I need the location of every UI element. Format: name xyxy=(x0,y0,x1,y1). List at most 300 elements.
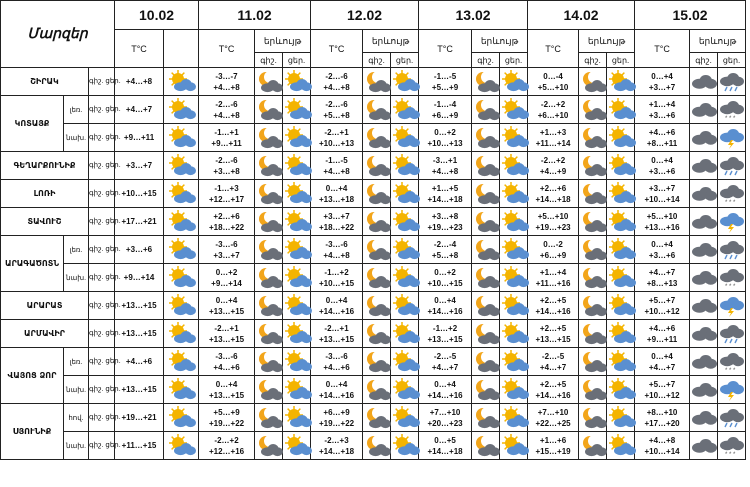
weather-day-cell xyxy=(283,292,311,320)
table-row xyxy=(1,124,746,152)
weather-cell xyxy=(164,68,199,96)
day-temp: +4…+8 xyxy=(323,82,350,92)
day-header: ցեր. xyxy=(391,53,419,68)
weather-night-cell xyxy=(472,348,500,376)
weather-day-cell xyxy=(391,208,419,236)
moon-cloud-icon xyxy=(579,238,606,262)
weather-day-cell xyxy=(607,96,635,124)
sun-cloud-icon xyxy=(283,126,310,150)
sun-cloud-icon xyxy=(283,266,310,290)
day-temp: +6…+9 xyxy=(431,110,459,120)
day-temp: +13…+15 xyxy=(208,334,245,344)
night-temp: -2…+1 xyxy=(324,127,349,137)
night-temp: 0…+2 xyxy=(434,267,456,277)
weather-night-cell xyxy=(579,432,607,460)
moon-cloud-icon xyxy=(579,126,606,150)
weather-header: երևույթ xyxy=(579,30,635,53)
sun-cloud-icon xyxy=(391,182,418,206)
table-row xyxy=(1,152,746,180)
snow-cloud-icon xyxy=(718,98,745,122)
moon-cloud-icon xyxy=(579,266,606,290)
temperature-cell: +11…+15 xyxy=(115,432,164,460)
temperature-cell xyxy=(528,404,579,432)
time-of-day-label: գիշ. ցեր. xyxy=(89,236,115,264)
day-temp: +3…+6 xyxy=(648,166,676,176)
weather-night-cell xyxy=(255,96,283,124)
subzone-label: լեռ. xyxy=(64,348,89,376)
night-temp: -2…+1 xyxy=(324,323,349,333)
sun-cloud-icon xyxy=(391,406,418,430)
weather-night-cell xyxy=(579,68,607,96)
snow-cloud-icon xyxy=(718,266,745,290)
weather-day-cell xyxy=(607,348,635,376)
date-header-3: 13.02 xyxy=(419,1,528,30)
weather-day-cell xyxy=(607,292,635,320)
weather-night-cell xyxy=(472,376,500,404)
temperature-cell xyxy=(528,208,579,236)
weather-day-cell xyxy=(391,292,419,320)
night-temp: +2…+6 xyxy=(213,211,240,221)
moon-cloud-icon xyxy=(363,154,390,178)
night-temp: +2…+5 xyxy=(539,379,567,389)
sun-cloud-icon xyxy=(500,322,527,346)
weather-cell xyxy=(164,292,199,320)
day-temp: +8…+13 xyxy=(646,278,678,288)
dark-cloud-icon xyxy=(690,182,717,206)
date-header-1: 11.02 xyxy=(199,1,311,30)
night-temp: -2…+3 xyxy=(324,435,349,445)
temperature-cell: +13…+15 xyxy=(115,292,164,320)
moon-cloud-icon xyxy=(363,406,390,430)
temperature-cell xyxy=(199,348,255,376)
region-name: ԿՈՏԱՅՔ xyxy=(1,96,64,152)
dark-cloud-icon xyxy=(690,98,717,122)
temperature-cell: +9…+14 xyxy=(115,264,164,292)
day-temp: +4…+8 xyxy=(213,82,240,92)
day-temp: +10…+13 xyxy=(427,138,463,148)
weather-day-cell xyxy=(718,68,746,96)
sun-cloud-icon xyxy=(283,154,310,178)
weather-day-cell xyxy=(718,264,746,292)
moon-cloud-icon xyxy=(579,434,606,458)
day-temp: +8…+11 xyxy=(646,138,678,148)
night-temp: -1…+2 xyxy=(324,267,349,277)
sun-cloud-icon xyxy=(500,378,527,402)
weather-day-cell xyxy=(607,124,635,152)
time-of-day-label: գիշ. ցեր. xyxy=(89,432,115,460)
temperature-cell xyxy=(419,292,472,320)
day-temp: +3…+6 xyxy=(648,110,676,120)
weather-cell xyxy=(164,320,199,348)
temp-header: T°C xyxy=(528,30,579,68)
temperature-cell xyxy=(419,96,472,124)
temperature-cell xyxy=(635,124,690,152)
svg-text:* * *: * * * xyxy=(724,115,735,122)
night-temp: -2…-6 xyxy=(215,99,238,109)
day-temp: +4…+9 xyxy=(539,166,567,176)
day-temp: +13…+15 xyxy=(318,334,355,344)
day-temp: +5…+8 xyxy=(323,110,350,120)
night-temp: 0…-2 xyxy=(543,239,563,249)
weather-night-cell xyxy=(363,96,391,124)
weather-day-cell xyxy=(500,320,528,348)
sun-cloud-icon xyxy=(164,182,198,206)
dark-cloud-icon xyxy=(690,70,717,94)
sun-cloud-icon xyxy=(391,266,418,290)
dark-cloud-icon xyxy=(690,294,717,318)
weather-day-cell xyxy=(500,68,528,96)
weather-day-cell xyxy=(283,376,311,404)
dark-cloud-icon xyxy=(690,378,717,402)
table-row xyxy=(1,404,746,432)
temperature-cell xyxy=(635,432,690,460)
temperature-cell xyxy=(419,264,472,292)
night-temp: +1…+4 xyxy=(539,267,567,277)
night-temp: -2…+2 xyxy=(214,435,239,445)
weather-cell xyxy=(164,432,199,460)
day-temp: +15…+19 xyxy=(535,446,571,456)
day-header: ցեր. xyxy=(607,53,635,68)
weather-day-cell xyxy=(607,320,635,348)
weather-cell xyxy=(164,236,199,264)
temperature-cell xyxy=(311,404,363,432)
moon-cloud-icon xyxy=(472,154,499,178)
moon-cloud-icon xyxy=(472,98,499,122)
temp-header: T°C xyxy=(635,30,690,68)
sun-cloud-icon xyxy=(607,182,634,206)
weather-night-cell xyxy=(255,264,283,292)
day-temp: +14…+18 xyxy=(318,446,355,456)
temperature-cell xyxy=(528,292,579,320)
region-name: ՏԱՎՈՒՇ xyxy=(1,208,89,236)
weather-day-cell xyxy=(391,124,419,152)
date-header-4: 14.02 xyxy=(528,1,635,30)
svg-text:* * *: * * * xyxy=(724,367,735,374)
night-temp: +4…+6 xyxy=(648,127,676,137)
day-temp: +10…+14 xyxy=(644,446,680,456)
time-of-day-label: գիշ. ցեր. xyxy=(89,292,115,320)
temperature-cell: +4…+7 xyxy=(115,96,164,124)
day-temp: +14…+16 xyxy=(535,306,571,316)
dark-cloud-icon xyxy=(690,266,717,290)
moon-cloud-icon xyxy=(363,98,390,122)
sun-cloud-icon xyxy=(164,238,198,262)
day-temp: +10…+13 xyxy=(318,138,355,148)
day-temp: +4…+7 xyxy=(648,362,676,372)
rain-cloud-icon xyxy=(718,154,745,178)
dark-cloud-icon xyxy=(690,322,717,346)
sun-cloud-icon xyxy=(164,434,198,458)
table-row xyxy=(1,376,746,404)
rain-cloud-icon xyxy=(718,406,745,430)
sun-cloud-icon xyxy=(391,378,418,402)
night-temp: +7…+10 xyxy=(429,407,461,417)
moon-cloud-icon xyxy=(255,210,282,234)
moon-cloud-icon xyxy=(255,434,282,458)
night-temp: 0…+2 xyxy=(434,127,456,137)
weather-day-cell xyxy=(718,96,746,124)
weather-day-cell xyxy=(718,404,746,432)
day-temp: +5…+9 xyxy=(431,82,459,92)
day-temp: +19…+22 xyxy=(208,418,245,428)
snow-cloud-icon xyxy=(718,434,745,458)
moon-cloud-icon xyxy=(472,210,499,234)
temperature-cell xyxy=(419,236,472,264)
sun-cloud-icon xyxy=(283,70,310,94)
temperature-cell xyxy=(311,320,363,348)
weather-day-cell xyxy=(718,292,746,320)
sun-cloud-icon xyxy=(607,210,634,234)
moon-cloud-icon xyxy=(363,322,390,346)
temperature-cell xyxy=(635,152,690,180)
night-temp: +5…+7 xyxy=(648,295,676,305)
day-temp: +10…+12 xyxy=(644,390,680,400)
weather-day-cell xyxy=(500,96,528,124)
snow-cloud-icon xyxy=(718,350,745,374)
temperature-cell xyxy=(311,376,363,404)
night-temp: -2…-6 xyxy=(325,99,348,109)
temperature-cell xyxy=(635,348,690,376)
time-of-day-label: գիշ. ցեր. xyxy=(89,348,115,376)
weather-night-cell xyxy=(363,292,391,320)
moon-cloud-icon xyxy=(579,70,606,94)
weather-day-cell xyxy=(718,348,746,376)
day-header: ցեր. xyxy=(718,53,746,68)
temperature-cell xyxy=(199,320,255,348)
night-temp: -3…-6 xyxy=(325,351,348,361)
sun-cloud-icon xyxy=(500,70,527,94)
weather-night-cell xyxy=(690,320,718,348)
table-row xyxy=(1,264,746,292)
temperature-cell xyxy=(635,236,690,264)
day-temp: +19…+23 xyxy=(427,222,463,232)
night-temp: -1…-5 xyxy=(433,71,457,81)
weather-night-cell xyxy=(255,124,283,152)
sun-cloud-icon xyxy=(607,266,634,290)
region-name: ՎԱՅՈՑ ՁՈՐ xyxy=(1,348,64,404)
moon-cloud-icon xyxy=(363,238,390,262)
moon-cloud-icon xyxy=(255,266,282,290)
moon-cloud-icon xyxy=(255,126,282,150)
weather-night-cell xyxy=(255,208,283,236)
weather-night-cell xyxy=(472,124,500,152)
night-temp: -2…+2 xyxy=(540,99,566,109)
temperature-cell xyxy=(419,124,472,152)
weather-night-cell xyxy=(472,236,500,264)
sun-cloud-icon xyxy=(607,378,634,402)
weather-day-cell xyxy=(500,152,528,180)
weather-day-cell xyxy=(283,404,311,432)
region-name: ՇԻՐԱԿ xyxy=(1,68,89,96)
weather-night-cell xyxy=(363,180,391,208)
weather-night-cell xyxy=(472,320,500,348)
sun-cloud-icon xyxy=(607,434,634,458)
temperature-cell xyxy=(199,180,255,208)
night-temp: -3…-6 xyxy=(325,239,348,249)
temperature-cell xyxy=(635,376,690,404)
day-temp: +10…+12 xyxy=(644,306,680,316)
subzone-label: նախ. xyxy=(64,376,89,404)
temperature-cell xyxy=(419,404,472,432)
temperature-cell xyxy=(419,68,472,96)
dark-cloud-icon xyxy=(690,210,717,234)
svg-text:* * *: * * * xyxy=(724,451,735,458)
night-temp: 0…+4 xyxy=(651,71,673,81)
weather-day-cell xyxy=(500,264,528,292)
night-temp: -3…-6 xyxy=(215,239,238,249)
time-of-day-label: գիշ. ցեր. xyxy=(89,68,115,96)
day-temp: +20…+23 xyxy=(427,418,463,428)
sun-cloud-icon xyxy=(607,126,634,150)
storm-cloud-icon xyxy=(718,126,745,150)
weather-night-cell xyxy=(363,124,391,152)
weather-night-cell xyxy=(472,292,500,320)
moon-cloud-icon xyxy=(255,322,282,346)
sun-cloud-icon xyxy=(500,434,527,458)
subzone-label: լեռ. xyxy=(64,236,89,264)
table-row xyxy=(1,292,746,320)
night-header: գիշ. xyxy=(579,53,607,68)
weather-day-cell xyxy=(500,348,528,376)
weather-night-cell xyxy=(690,376,718,404)
svg-text:* * *: * * * xyxy=(724,283,735,290)
dark-cloud-icon xyxy=(690,406,717,430)
moon-cloud-icon xyxy=(579,182,606,206)
sun-cloud-icon xyxy=(500,210,527,234)
moon-cloud-icon xyxy=(579,294,606,318)
weather-day-cell xyxy=(718,152,746,180)
weather-day-cell xyxy=(391,376,419,404)
night-temp: +5…+10 xyxy=(646,211,678,221)
temp-header: T°C xyxy=(115,30,164,68)
weather-night-cell xyxy=(363,404,391,432)
night-temp: -2…-5 xyxy=(541,351,565,361)
weather-night-cell xyxy=(690,236,718,264)
weather-night-cell xyxy=(363,432,391,460)
weather-night-cell xyxy=(255,320,283,348)
night-temp: +2…+5 xyxy=(539,295,567,305)
day-temp: +4…+6 xyxy=(323,362,350,372)
sun-cloud-icon xyxy=(607,154,634,178)
weather-night-cell xyxy=(363,236,391,264)
temperature-cell xyxy=(311,236,363,264)
night-temp: 0…+4 xyxy=(325,295,348,305)
day-temp: +14…+16 xyxy=(535,390,571,400)
weather-night-cell xyxy=(255,180,283,208)
night-temp: +3…+7 xyxy=(323,211,350,221)
sun-cloud-icon xyxy=(283,182,310,206)
night-temp: -2…-6 xyxy=(325,71,348,81)
sun-cloud-icon xyxy=(607,294,634,318)
temperature-cell xyxy=(528,348,579,376)
day-temp: +18…+22 xyxy=(208,222,245,232)
day-temp: +4…+7 xyxy=(539,362,567,372)
weather-day-cell xyxy=(607,432,635,460)
weather-cell xyxy=(164,376,199,404)
night-temp: +8…+10 xyxy=(646,407,678,417)
day-temp: +12…+16 xyxy=(208,446,245,456)
moon-cloud-icon xyxy=(579,98,606,122)
weather-day-cell xyxy=(391,404,419,432)
weather-day-cell xyxy=(283,348,311,376)
night-header: գիշ. xyxy=(363,53,391,68)
rain-cloud-icon xyxy=(718,322,745,346)
weather-day-cell xyxy=(391,180,419,208)
weather-night-cell xyxy=(579,124,607,152)
weather-day-cell xyxy=(391,320,419,348)
temperature-cell xyxy=(419,320,472,348)
weather-night-cell xyxy=(579,292,607,320)
moon-cloud-icon xyxy=(472,322,499,346)
sun-cloud-icon xyxy=(164,294,198,318)
sun-cloud-icon xyxy=(164,154,198,178)
table-row xyxy=(1,348,746,376)
weather-night-cell xyxy=(472,208,500,236)
night-temp: -3…-6 xyxy=(215,351,238,361)
weather-night-cell xyxy=(363,376,391,404)
sun-cloud-icon xyxy=(607,98,634,122)
moon-cloud-icon xyxy=(579,210,606,234)
night-temp: +7…+10 xyxy=(537,407,569,417)
temperature-cell xyxy=(311,68,363,96)
day-temp: +13…+16 xyxy=(644,222,680,232)
weather-night-cell xyxy=(363,152,391,180)
sun-cloud-icon xyxy=(283,210,310,234)
weather-night-cell xyxy=(690,152,718,180)
sun-cloud-icon xyxy=(500,126,527,150)
temperature-cell xyxy=(419,348,472,376)
moon-cloud-icon xyxy=(363,294,390,318)
sun-cloud-icon xyxy=(607,322,634,346)
sun-cloud-icon xyxy=(500,98,527,122)
weather-day-cell xyxy=(391,264,419,292)
moon-cloud-icon xyxy=(363,378,390,402)
weather-night-cell xyxy=(579,152,607,180)
storm-cloud-icon xyxy=(718,210,745,234)
temperature-cell xyxy=(528,68,579,96)
weather-day-cell xyxy=(718,208,746,236)
svg-text:* * *: * * * xyxy=(724,199,735,206)
weather-day-cell xyxy=(718,432,746,460)
moon-cloud-icon xyxy=(255,378,282,402)
time-of-day-label: գիշ. ցեր. xyxy=(89,96,115,124)
sun-cloud-icon xyxy=(500,182,527,206)
night-temp: 0…+2 xyxy=(215,267,238,277)
weather-night-cell xyxy=(690,264,718,292)
night-temp: 0…+4 xyxy=(434,295,456,305)
night-temp: +5…+9 xyxy=(213,407,240,417)
temperature-cell: +13…+15 xyxy=(115,320,164,348)
temperature-cell xyxy=(199,124,255,152)
night-temp: 0…+4 xyxy=(651,155,673,165)
temperature-cell xyxy=(311,348,363,376)
day-temp: +19…+23 xyxy=(535,222,571,232)
weather-day-cell xyxy=(500,376,528,404)
temperature-cell xyxy=(528,96,579,124)
temperature-cell xyxy=(419,152,472,180)
weather-night-cell xyxy=(579,96,607,124)
moon-cloud-icon xyxy=(472,238,499,262)
table-row xyxy=(1,68,746,96)
day-temp: +10…+15 xyxy=(427,278,463,288)
temperature-cell: +3…+6 xyxy=(115,236,164,264)
sun-cloud-icon xyxy=(391,154,418,178)
weather-night-cell xyxy=(579,376,607,404)
temperature-cell: +13…+15 xyxy=(115,376,164,404)
weather-day-cell xyxy=(391,68,419,96)
temperature-cell xyxy=(199,432,255,460)
moon-cloud-icon xyxy=(363,266,390,290)
